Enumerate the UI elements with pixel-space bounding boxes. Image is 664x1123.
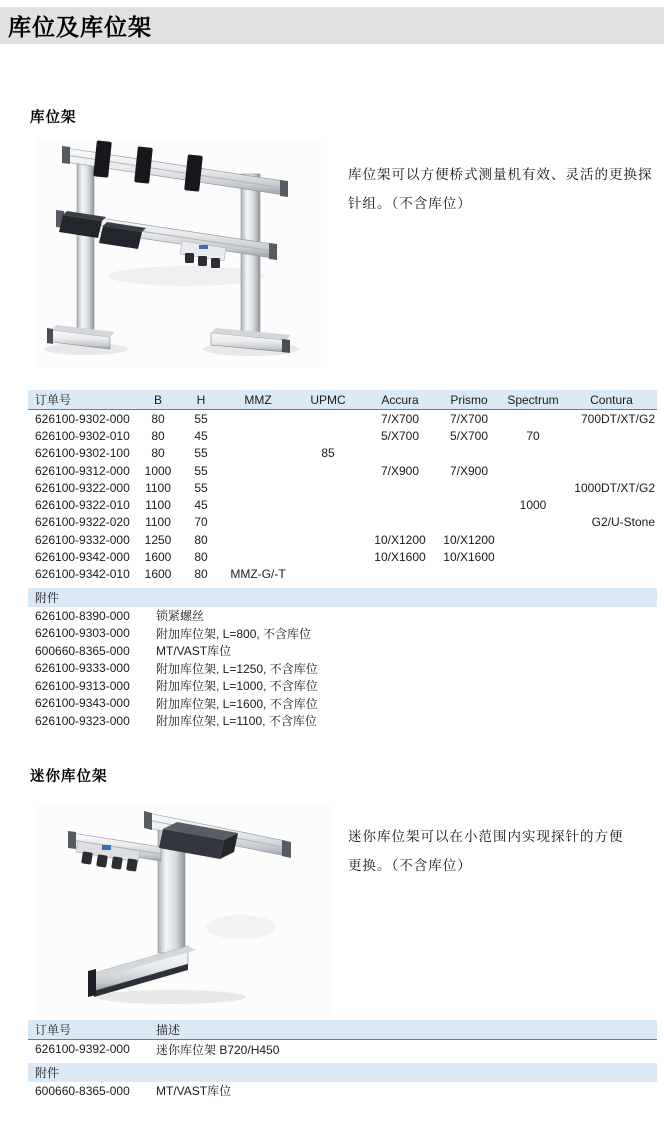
- order-number-cell: 626100-9303-000: [35, 626, 130, 641]
- rack-description: [348, 160, 653, 218]
- table-cell: [222, 531, 294, 548]
- table-cell: [222, 479, 294, 496]
- table-cell: [294, 548, 362, 565]
- order-number-cell: 626100-9312-000: [35, 463, 130, 478]
- table-cell: 700DT/XT/G2: [580, 411, 655, 426]
- table-row: [28, 410, 657, 428]
- accessories-band-row: [28, 1063, 657, 1082]
- table-cell: [294, 514, 362, 531]
- table-cell: [222, 445, 294, 462]
- table-cell: [222, 462, 294, 479]
- order-number-cell: 626100-8390-000: [35, 608, 130, 623]
- table-cell: 10/X1200: [374, 532, 426, 547]
- table-cell: 1600: [144, 550, 172, 565]
- table-cell: [362, 566, 438, 583]
- table-cell: [500, 566, 566, 583]
- table-cell: [566, 531, 657, 548]
- table-cell: [566, 462, 657, 479]
- mini-rack-left-arm: [68, 831, 161, 872]
- accessory-description-cell: 附加库位架, L=1250, 不含库位: [156, 661, 318, 676]
- table-row: [28, 514, 657, 531]
- table-cell: 5/X700: [380, 428, 420, 443]
- table-cell: [294, 479, 362, 496]
- shadow: [108, 266, 264, 286]
- accessory-description-cell: MT/VAST库位: [156, 1084, 232, 1099]
- order-number-cell: 626100-9322-020: [35, 515, 130, 530]
- table-cell: 55: [194, 446, 208, 461]
- description-line: 针组。（不含库位）: [348, 196, 472, 211]
- page-title: 库位及库位架: [8, 15, 152, 40]
- column-header: B: [136, 390, 180, 410]
- table-cell: [222, 514, 294, 531]
- accessory-description-cell: 附加库位架, L=800, 不含库位: [156, 626, 312, 641]
- table-cell: 10/X1600: [374, 550, 426, 565]
- accessory-row: [28, 642, 657, 660]
- description-line: 库位架可以方便桥式测量机有效、灵活的更换探: [348, 167, 653, 182]
- table-cell: [500, 531, 566, 548]
- order-number-cell: 626100-9392-000: [35, 1042, 130, 1056]
- accessories-body: [28, 1082, 657, 1100]
- order-number-cell: 626100-9343-000: [35, 696, 130, 711]
- table-cell: [294, 427, 362, 444]
- table-cell: 1000: [519, 498, 547, 513]
- accessory-description-cell: 附加库位架, L=1600, 不含库位: [156, 696, 318, 711]
- rack-product-image: [36, 138, 321, 367]
- table-cell: 1100: [145, 498, 171, 513]
- column-header: 订单号: [28, 1020, 156, 1040]
- table-cell: G2/U-Stone: [591, 515, 655, 530]
- accessory-row: [28, 695, 657, 713]
- accessories-band-label: 附件: [28, 1063, 657, 1082]
- shadow: [96, 990, 246, 1004]
- table-cell: [294, 410, 362, 428]
- table-cell: 80: [151, 428, 165, 443]
- order-number-cell: 626100-9342-010: [35, 567, 130, 582]
- mini-rack-table: [28, 1020, 657, 1058]
- order-number-cell: 600660-8365-000: [35, 643, 130, 658]
- table-cell: 7/X900: [380, 463, 420, 478]
- section-heading-mini-rack: 迷你库位架: [30, 769, 108, 785]
- table-cell: [222, 427, 294, 444]
- shadow: [206, 915, 276, 939]
- order-number-cell: 626100-9313-000: [35, 678, 130, 693]
- table-body: [28, 1040, 657, 1059]
- table-header-row: [28, 390, 657, 410]
- accessory-row: [28, 677, 657, 695]
- accessory-description-cell: 锁紧螺丝: [156, 609, 205, 624]
- column-header: Spectrum: [500, 390, 566, 410]
- accessories-band-row: [28, 588, 657, 607]
- table-cell: [500, 479, 566, 496]
- table-cell: 45: [194, 498, 208, 513]
- table-cell: 1000DT/XT/G2: [574, 480, 655, 495]
- table-cell: 1600: [144, 567, 172, 582]
- rack-product-illustration: [36, 138, 321, 362]
- table-cell: [222, 410, 294, 428]
- table-cell: [362, 479, 438, 496]
- table-cell: [566, 496, 657, 513]
- column-header: Contura: [566, 390, 657, 410]
- table-cell: 80: [151, 411, 165, 426]
- table-cell: [222, 548, 294, 565]
- order-number-cell: 626100-9322-010: [35, 498, 130, 513]
- table-cell: 70: [526, 428, 540, 443]
- table-cell: [500, 548, 566, 565]
- description-cell: 迷你库位架 B720/H450: [156, 1042, 280, 1057]
- accessory-description-cell: 附加库位架, L=1100, 不含库位: [156, 714, 317, 729]
- accessory-row: [28, 660, 657, 678]
- table-cell: [566, 548, 657, 565]
- table-cell: [438, 496, 500, 513]
- column-header: MMZ: [222, 390, 294, 410]
- table-row: [28, 548, 657, 565]
- table-row: [28, 479, 657, 496]
- column-header: 订单号: [28, 390, 136, 410]
- rack-spec-table: [28, 390, 657, 583]
- accessory-description-cell: MT/VAST库位: [156, 644, 232, 659]
- table-header-row: [28, 1020, 657, 1040]
- table-cell: [500, 410, 566, 428]
- column-header: Prismo: [438, 390, 500, 410]
- table-cell: [294, 566, 362, 583]
- mini-rack-accessories-table: [28, 1063, 657, 1100]
- table-cell: 1100: [145, 480, 171, 495]
- column-header: H: [180, 390, 222, 410]
- table-cell: [362, 514, 438, 531]
- order-number-cell: 626100-9342-000: [35, 550, 130, 565]
- table-cell: [566, 427, 657, 444]
- table-cell: [566, 566, 657, 583]
- table-row: [28, 1040, 657, 1059]
- column-header: Accura: [362, 390, 438, 410]
- table-cell: [294, 496, 362, 513]
- table-body: [28, 410, 657, 583]
- order-number-cell: 600660-8365-000: [35, 1083, 130, 1098]
- table-cell: 45: [194, 428, 208, 443]
- accessories-body: [28, 607, 657, 730]
- table-cell: [362, 496, 438, 513]
- order-number-cell: 626100-9322-000: [35, 480, 130, 495]
- accessory-row: [28, 607, 657, 625]
- page-title-bar: [0, 7, 664, 44]
- accessory-row: [28, 1082, 657, 1100]
- table-cell: [566, 445, 657, 462]
- accessory-row: [28, 625, 657, 643]
- accessories-band-label: 附件: [28, 588, 657, 607]
- table-cell: 1000: [144, 463, 172, 478]
- rack-trays: [59, 211, 146, 249]
- table-row: [28, 427, 657, 444]
- table-cell: [294, 531, 362, 548]
- table-cell: [500, 462, 566, 479]
- table-cell: [500, 514, 566, 531]
- table-row: [28, 566, 657, 583]
- table-cell: [438, 514, 500, 531]
- table-cell: 7/X700: [380, 411, 420, 426]
- order-number-cell: 626100-9332-000: [35, 532, 130, 547]
- table-cell: [438, 445, 500, 462]
- table-cell: [438, 566, 500, 583]
- table-cell: 1100: [145, 515, 171, 530]
- column-header: UPMC: [294, 390, 362, 410]
- order-number-cell: 626100-9302-010: [35, 428, 130, 443]
- rack-accessories-table: [28, 588, 657, 730]
- description-line: 迷你库位架可以在小范围内实现探针的方便: [348, 829, 624, 844]
- mini-rack-base: [88, 946, 196, 997]
- mini-rack-product-image: [36, 805, 331, 1015]
- table-cell: 5/X700: [449, 428, 489, 443]
- mini-rack-description: [348, 822, 624, 880]
- table-cell: 80: [194, 567, 208, 582]
- table-cell: 55: [194, 480, 208, 495]
- table-cell: [438, 479, 500, 496]
- accessory-description-cell: 附加库位架, L=1000, 不含库位: [156, 679, 318, 694]
- description-line: 更换。（不含库位）: [348, 858, 472, 873]
- table-cell: 80: [151, 446, 165, 461]
- table-cell: 55: [194, 411, 208, 426]
- table-cell: 10/X1600: [443, 550, 495, 565]
- table-cell: [222, 496, 294, 513]
- table-cell: 80: [194, 532, 208, 547]
- table-cell: 10/X1200: [443, 532, 495, 547]
- table-cell: 85: [321, 446, 335, 461]
- order-number-cell: 626100-9302-100: [35, 446, 130, 461]
- table-cell: [362, 445, 438, 462]
- table-row: [28, 531, 657, 548]
- order-number-cell: 626100-9323-000: [35, 713, 130, 728]
- table-cell: 80: [194, 550, 208, 565]
- table-cell: 7/X700: [449, 411, 489, 426]
- table-row: [28, 462, 657, 479]
- table-cell: [500, 445, 566, 462]
- section-heading-rack: 库位架: [30, 110, 77, 126]
- table-cell: 70: [194, 515, 208, 530]
- table-row: [28, 445, 657, 462]
- table-cell: MMZ-G/-T: [230, 567, 286, 582]
- table-cell: [294, 462, 362, 479]
- table-cell: 7/X900: [449, 463, 489, 478]
- table-cell: 1250: [144, 532, 172, 547]
- mini-rack-product-illustration: [36, 805, 331, 1010]
- table-cell: 55: [194, 463, 208, 478]
- table-row: [28, 496, 657, 513]
- accessory-row: [28, 712, 657, 730]
- order-number-cell: 626100-9333-000: [35, 661, 130, 676]
- order-number-cell: 626100-9302-000: [35, 411, 130, 426]
- column-header: 描述: [156, 1020, 657, 1040]
